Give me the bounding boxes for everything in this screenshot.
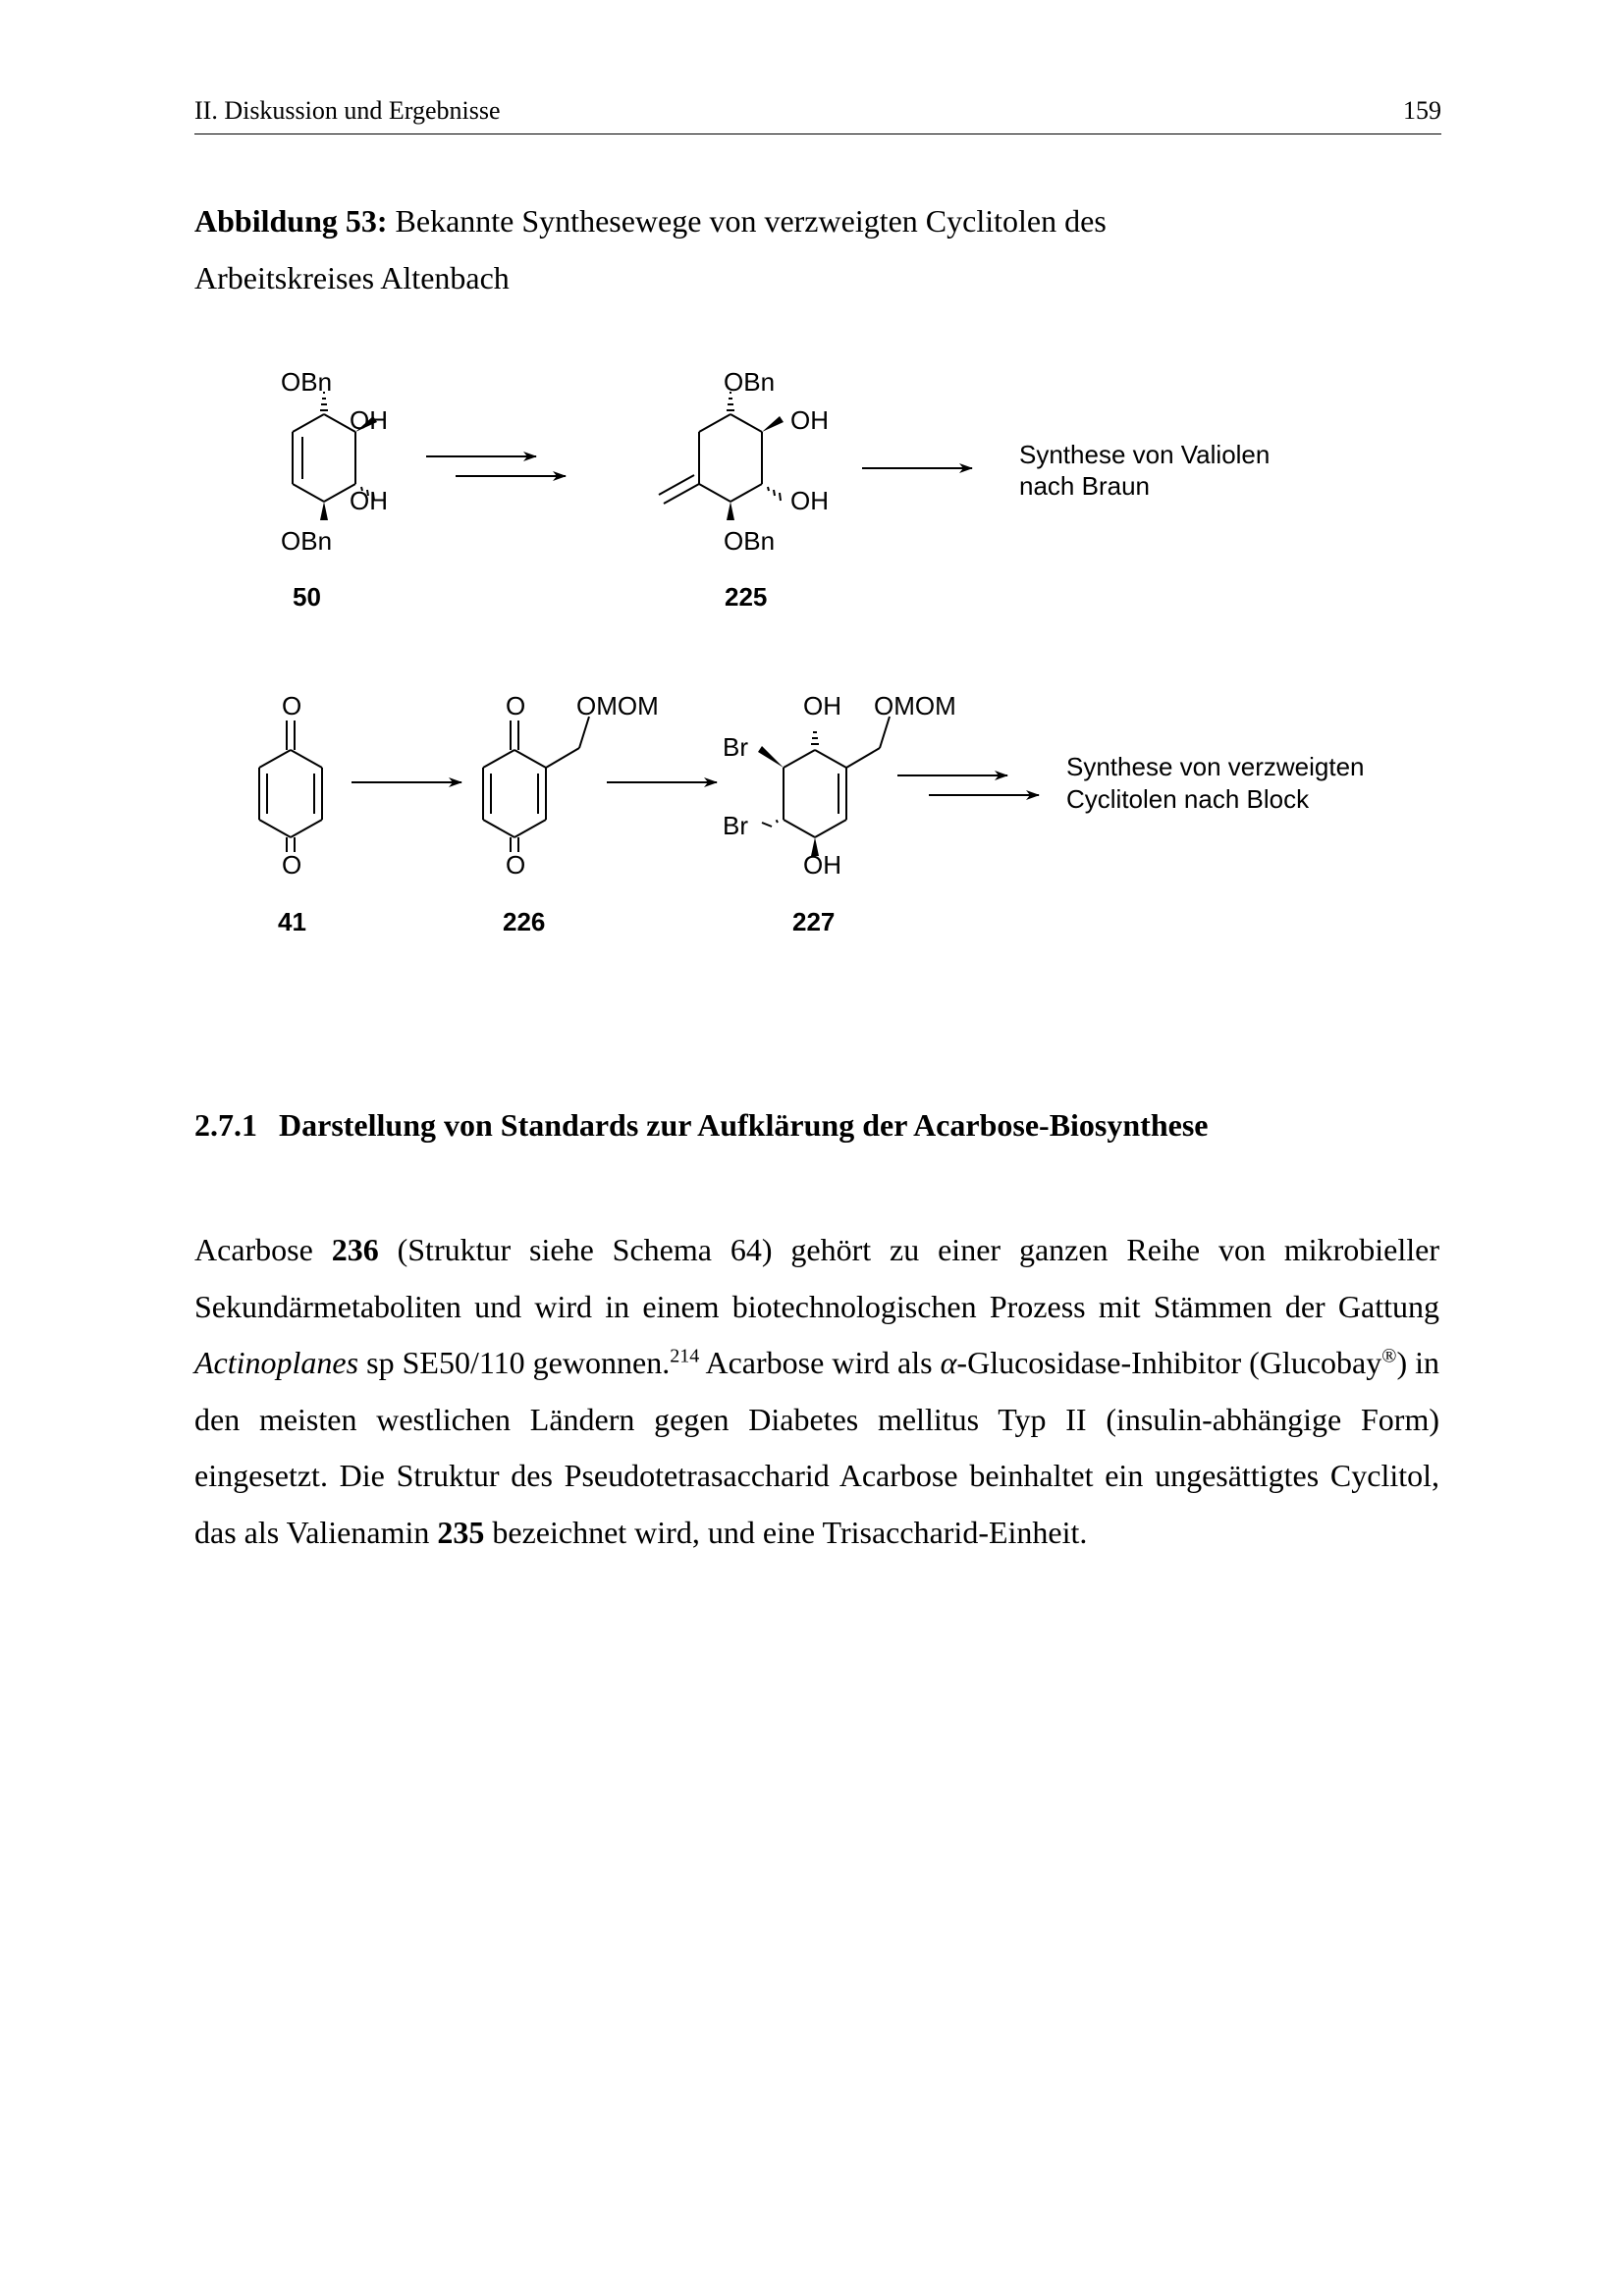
- atom-label: OH: [350, 486, 388, 515]
- compound-number: 41: [278, 907, 306, 936]
- note-valiole-line1: Synthese von Valiolen: [1019, 440, 1271, 469]
- compound-number: 226: [503, 907, 546, 936]
- compound-227-structure: [762, 717, 890, 837]
- atom-label: OBn: [281, 526, 333, 556]
- note-block-line1: Synthese von verzweigten: [1066, 752, 1365, 781]
- atom-label: OH: [803, 691, 841, 721]
- atom-label: OH: [790, 405, 829, 435]
- compound-ref: 235: [437, 1514, 485, 1550]
- section-number: 2.7.1: [194, 1107, 257, 1143]
- note-block-line2: Cyclitolen nach Block: [1066, 784, 1310, 814]
- atom-label: OBn: [724, 526, 776, 556]
- note-valiole-line2: nach Braun: [1019, 471, 1150, 501]
- atom-label: O: [506, 850, 526, 880]
- registered-mark: ®: [1381, 1345, 1397, 1367]
- figure-title-line1: Bekannte Synthesewege von verzweigten Cyclitolen des: [395, 203, 1107, 239]
- body-paragraph: [194, 1222, 1439, 1561]
- text-run: -Glucosidase-Inhibitor (Glucobay: [956, 1345, 1382, 1380]
- wedge-bond: [727, 502, 734, 520]
- genus-name: Actinoplanes: [194, 1345, 359, 1380]
- compound-number: 227: [792, 907, 836, 936]
- wedge-bond: [320, 502, 328, 520]
- atom-label: O: [282, 691, 302, 721]
- atom-label: OBn: [724, 367, 776, 397]
- atom-label: OH: [803, 850, 841, 880]
- text-run: ) in den meisten westlichen Ländern gegen Diabetes mellitus Typ II (insulin-abhängige Form) eingesetzt. Die Struktur des Pseudotetrasaccharid Acarbose beinhaltet ein ungesättigtes Cyclitol, das als Valienamin: [194, 1345, 1440, 1550]
- compound-ref: 236: [331, 1232, 379, 1267]
- section-title: Darstellung von Standards zur Aufklärung der Acarbose-Biosynthese: [279, 1107, 1209, 1143]
- page-number: 159: [1403, 96, 1441, 125]
- compound-226-structure: [483, 717, 589, 852]
- section-heading: [194, 1107, 1441, 1144]
- atom-label: Br: [723, 732, 748, 762]
- compound-225-structure: [659, 393, 781, 504]
- atom-label: OMOM: [874, 691, 956, 721]
- atom-label: OBn: [281, 367, 333, 397]
- atom-label: O: [282, 850, 302, 880]
- compound-number: 225: [725, 582, 768, 612]
- atom-label: OH: [350, 405, 388, 435]
- atom-label: O: [506, 691, 526, 721]
- text-run: bezeichnet wird, und eine Trisaccharid-Einheit.: [484, 1514, 1088, 1550]
- wedge-bond: [758, 746, 784, 768]
- text-run: Acarbose: [194, 1232, 332, 1267]
- text-run: sp SE50/110 gewonnen.: [358, 1345, 671, 1380]
- atom-label: Br: [723, 811, 748, 840]
- compound-41-structure: [259, 721, 322, 852]
- atom-label: OH: [790, 486, 829, 515]
- text-run: Acarbose wird als: [699, 1345, 941, 1380]
- wedge-bond: [762, 416, 784, 432]
- atom-label: OMOM: [576, 691, 659, 721]
- header-chapter: II. Diskussion und Ergebnisse: [194, 96, 501, 125]
- compound-number: 50: [293, 582, 321, 612]
- figure-title-line2: Arbeitskreises Altenbach: [194, 260, 510, 295]
- text-run: (Struktur siehe Schema 64) gehört zu einer ganzen Reihe von mikrobieller Sekundärmetaboliten und wird in einem biotechnologischen Prozess mit Stämmen der Gattung: [194, 1232, 1440, 1324]
- citation-ref: 214: [670, 1345, 700, 1367]
- alpha-symbol: α: [940, 1345, 957, 1380]
- figure-label: Abbildung 53:: [194, 203, 388, 239]
- reaction-scheme: [0, 0, 1623, 982]
